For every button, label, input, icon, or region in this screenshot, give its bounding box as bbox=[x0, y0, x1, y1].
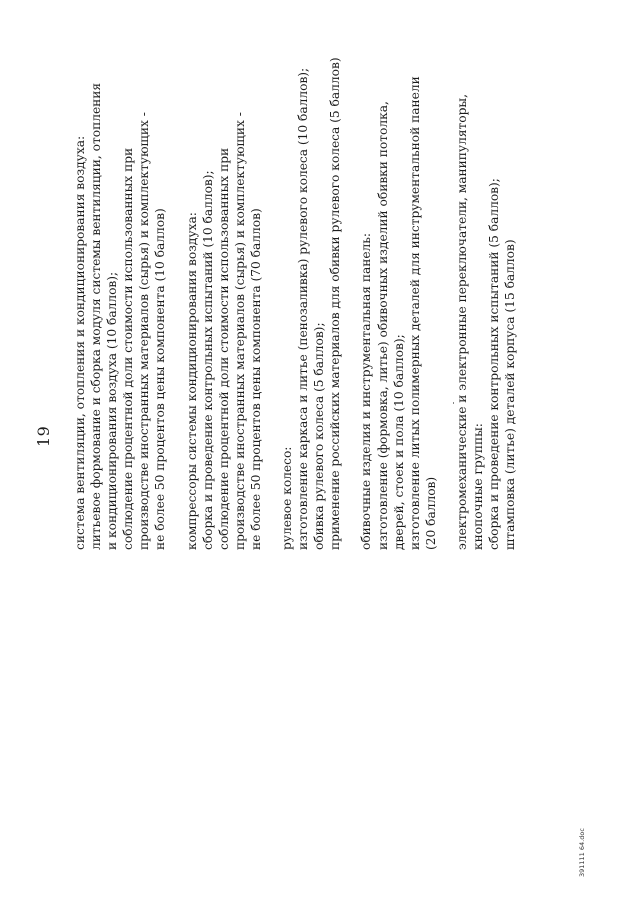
text-line: не более 50 процентов цены компонента (70 баллов) bbox=[248, 208, 263, 550]
page-number: 19 bbox=[34, 425, 53, 447]
text-line: производстве иностранных материалов (сырья) и комплектующих - bbox=[232, 112, 247, 550]
text-line: изготовление (формовка, литье) обивочных изделий обивки потолка, bbox=[375, 101, 390, 550]
paragraph-ac-compressors bbox=[184, 30, 264, 550]
text-line: применение российских материалов для обивки рулевого колеса (5 баллов) bbox=[328, 57, 343, 550]
paragraph-upholstery-instrument-panel bbox=[358, 30, 438, 550]
text-line: и кондиционирования воздуха (10 баллов); bbox=[105, 271, 120, 550]
text-line: компрессоры системы кондиционирования воздуха: bbox=[184, 212, 199, 550]
text-line: кнопочные группы: bbox=[470, 423, 485, 550]
rotated-content bbox=[30, 25, 590, 885]
text-line: рулевое колесо: bbox=[280, 446, 295, 550]
text-line: сборка и проведение контрольных испытаний (5 баллов); bbox=[487, 178, 502, 550]
text-line: штамповка (литье) деталей корпуса (15 баллов) bbox=[503, 239, 518, 550]
text-line: электромеханические и электронные переключатели, манипуляторы, bbox=[454, 94, 469, 550]
text-line: (20 баллов) bbox=[423, 476, 438, 550]
document-body bbox=[72, 30, 533, 550]
text-line: изготовление литых полимерных деталей для инструментальной панели bbox=[407, 76, 422, 550]
text-line: обивочные изделия и инструментальная панель: bbox=[359, 232, 374, 550]
paragraph-switches-manipulators bbox=[454, 30, 518, 550]
file-tag: 391111 64.doc bbox=[578, 828, 586, 877]
text-line: соблюдение процентной доли стоимости использованных при bbox=[121, 147, 136, 550]
paragraph-steering-wheel bbox=[279, 30, 343, 550]
text-line: литьевое формование и сборка модуля системы вентиляции, отопления bbox=[89, 82, 104, 550]
text-line: система вентиляции, отопления и кондиционирования воздуха: bbox=[73, 135, 87, 550]
text-line: обивка рулевого колеса (5 баллов); bbox=[312, 322, 327, 550]
text-line: соблюдение процентной доли стоимости использованных при bbox=[216, 147, 231, 550]
paragraph-ventilation-system bbox=[72, 30, 169, 550]
text-line: изготовление каркаса и литье (пенозаливка) рулевого колеса (10 баллов); bbox=[296, 67, 311, 550]
scan-speck bbox=[453, 402, 454, 404]
text-line: сборка и проведение контрольных испытаний (10 баллов); bbox=[200, 170, 215, 550]
text-line: не более 50 процентов цены компонента (10 баллов) bbox=[153, 208, 168, 550]
text-line: дверей, стоек и пола (10 баллов); bbox=[391, 334, 406, 550]
text-line: производстве иностранных материалов (сырья) и комплектующих - bbox=[137, 112, 152, 550]
